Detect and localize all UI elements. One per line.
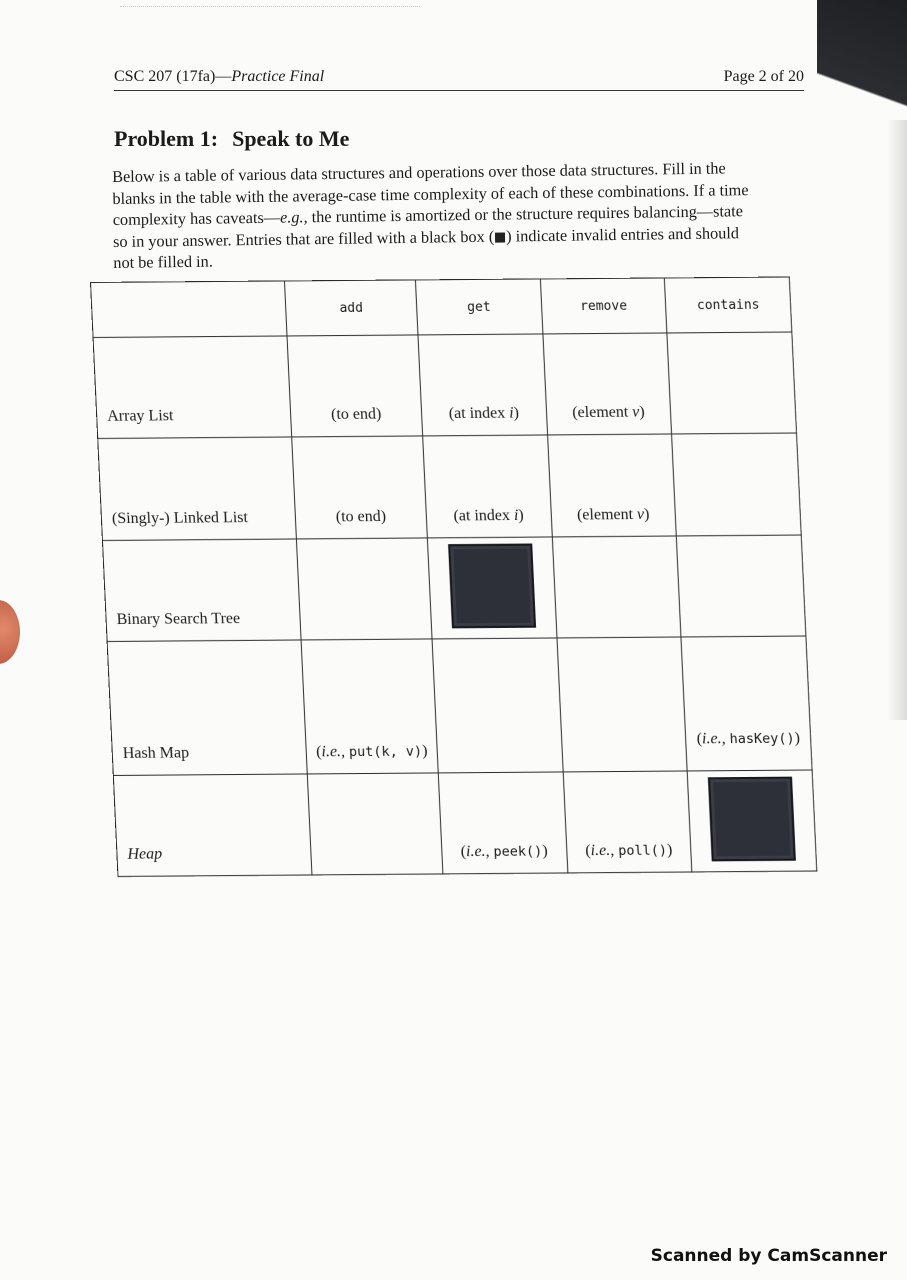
page-number: Page 2 of 20: [723, 68, 804, 85]
answer-cell[interactable]: [307, 773, 442, 875]
answer-cell[interactable]: [292, 436, 427, 538]
cell-hint: (element: [571, 404, 633, 422]
instruction-text: e.g.,: [279, 207, 308, 227]
answer-cell[interactable]: [297, 537, 432, 639]
invalid-cell: [427, 536, 556, 638]
top-edge-noise: [120, 0, 420, 7]
instruction-line: not be filled in.: [113, 251, 213, 272]
instruction-text: ) indicate invalid entries and should: [506, 222, 740, 246]
problem-instructions: [112, 156, 803, 273]
answer-cell[interactable]: [677, 535, 806, 637]
cell-hint: (at index: [453, 506, 515, 524]
scanner-watermark: Scanned by CamScanner: [650, 1246, 887, 1266]
answer-cell[interactable]: (i.e., hasKey()): [681, 636, 812, 771]
cell-hint-var: v: [631, 403, 640, 422]
header-row: [91, 277, 792, 337]
column-header-get: get: [415, 279, 542, 335]
answer-cell[interactable]: [552, 536, 681, 638]
cell-hint-ie: i.e.,: [701, 729, 726, 748]
problem-number: Problem 1:: [114, 126, 219, 151]
table-row: [107, 636, 812, 775]
invalid-cell: [687, 770, 816, 872]
cell-hint: (element: [576, 505, 638, 523]
corner-cell: [91, 281, 288, 338]
cell-hint-ie: i.e.,: [590, 842, 615, 860]
problem-heading: [114, 126, 349, 152]
cell-hint-var: i: [513, 506, 519, 524]
exam-title: Practice Final: [231, 68, 325, 85]
page-header: [114, 66, 804, 91]
answer-cell[interactable]: (i.e., put(k, v)): [301, 639, 438, 774]
answer-cell[interactable]: (i.e., peek()): [438, 772, 567, 874]
answer-cell[interactable]: [543, 333, 672, 435]
row-label-linked-list: (Singly-) Linked List: [98, 437, 297, 540]
cell-hint-ie: i.e.,: [465, 843, 490, 861]
table-row: [98, 433, 801, 540]
answer-cell[interactable]: [672, 433, 801, 535]
instruction-text: the runtime is amortized or the structure requires balancing—state: [307, 201, 744, 227]
table-row: [113, 770, 816, 877]
cell-hint-var: i: [508, 404, 515, 423]
thumb-in-frame: [0, 600, 20, 664]
answer-cell[interactable]: [557, 637, 688, 772]
problem-title: Speak to Me: [232, 126, 350, 151]
cell-hint-code: put(k, v): [348, 743, 423, 760]
answer-cell[interactable]: (i.e., poll()): [563, 771, 692, 873]
page-edge-shadow: [887, 120, 907, 720]
cell-hint: ): [638, 403, 646, 421]
answer-cell[interactable]: [667, 332, 796, 434]
cell-hint-ie: i.e.,: [321, 742, 346, 761]
cell-hint-code: peek(): [493, 843, 543, 861]
black-box-icon: [708, 776, 796, 861]
answer-cell[interactable]: [423, 435, 552, 537]
instruction-text: so in your answer. Entries that are filled with a black box (: [112, 226, 495, 251]
cell-hint-code: hasKey(): [729, 730, 795, 747]
answer-cell[interactable]: [432, 638, 563, 773]
cell-hint: ): [517, 506, 525, 524]
black-box-icon: [495, 232, 505, 242]
row-label-hash-map: Hash Map: [107, 640, 307, 775]
cell-hint-code: poll(): [617, 842, 668, 860]
cell-hint: ): [643, 505, 650, 523]
table-row: [102, 535, 805, 642]
column-header-remove: remove: [540, 278, 667, 334]
course-code: CSC 207 (17fa)—: [114, 68, 232, 85]
column-header-add: add: [285, 280, 418, 336]
row-label-array-list: Array List: [93, 336, 292, 439]
instruction-line: blanks in the table with the average-case time complexity of each of these combinations. If a time: [112, 179, 749, 208]
cell-hint: (at index: [448, 405, 510, 423]
complexity-table: [90, 277, 817, 877]
column-header-contains: contains: [665, 277, 792, 333]
course-title: [114, 68, 324, 86]
instruction-text: complexity has caveats—: [112, 207, 281, 229]
complexity-grid: [90, 277, 817, 877]
row-label-heap: Heap: [113, 774, 312, 877]
answer-cell[interactable]: [547, 434, 676, 536]
table-row: [93, 332, 796, 439]
answer-cell[interactable]: [287, 335, 422, 437]
instruction-line: Below is a table of various data structures and operations over those data structures. Fill in the: [112, 158, 726, 186]
black-box-icon: [448, 543, 536, 628]
cell-hint-var: v: [636, 505, 645, 523]
cell-hint: ): [513, 404, 520, 422]
answer-cell[interactable]: [418, 334, 547, 436]
row-label-bst: Binary Search Tree: [102, 538, 301, 641]
cell-hint: (to end): [335, 507, 387, 525]
cell-hint: (to end): [330, 406, 382, 424]
